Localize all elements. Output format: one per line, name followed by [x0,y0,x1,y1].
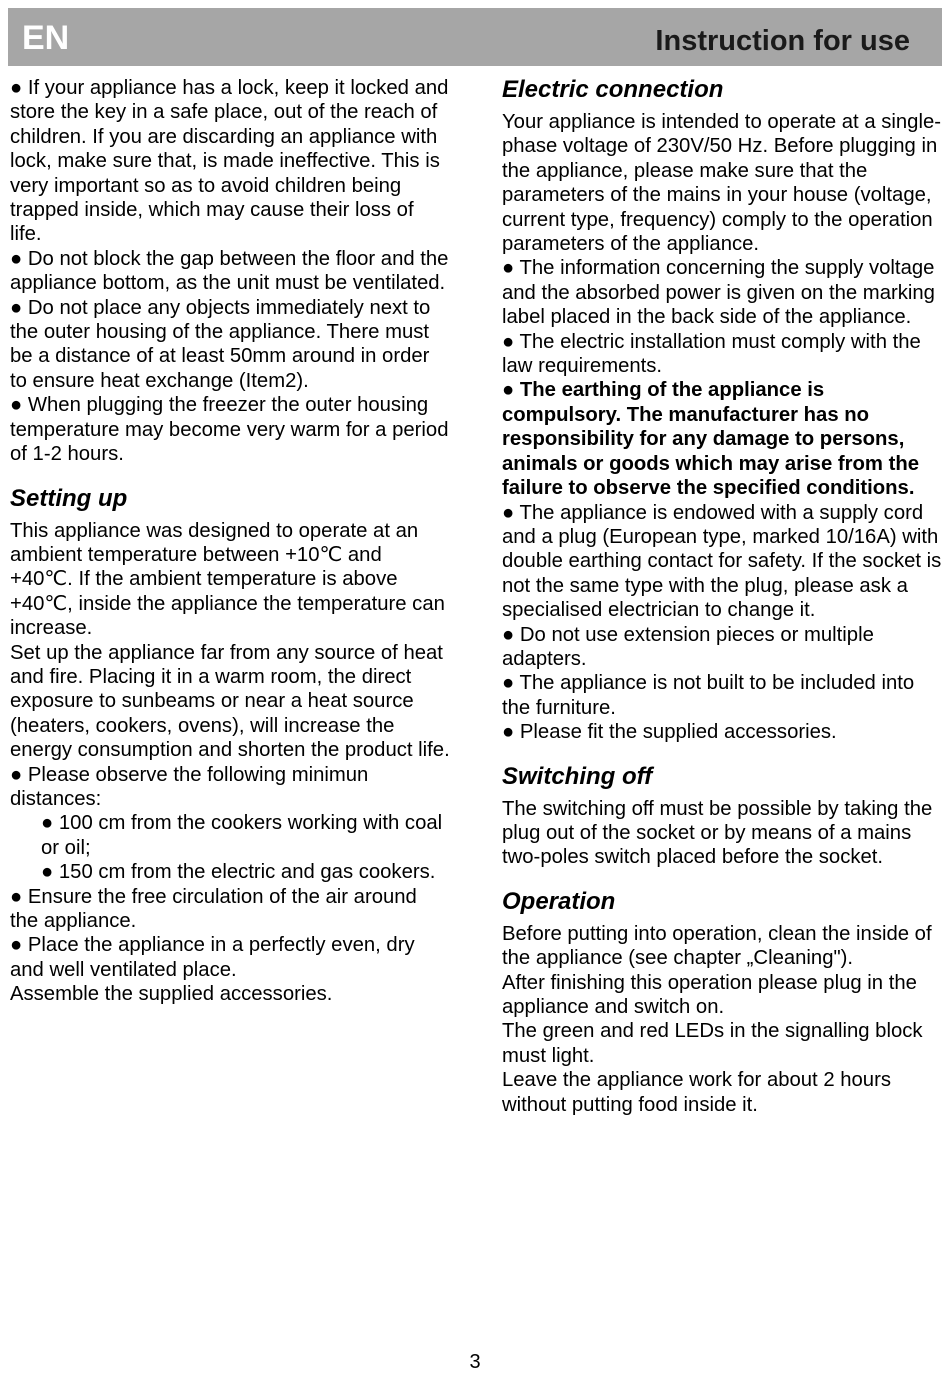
lock-warning-paragraph: ● If your appliance has a lock, keep it locked and store the key in a safe place, out of the reach of children. If you are discarding an appliance with lock, make sure that, is made ineffective. This is very important so as to avoid children being trapped inside, which may cause their loss of life. [10,77,449,246]
cleaning-paragraph: Before putting into operation, clean the inside of the appliance (see chapter „Cleaning"). [502,922,932,970]
two-hours-paragraph: Leave the appliance work for about 2 hours without putting food inside it. [502,1069,891,1116]
furniture-paragraph: ● The appliance is not built to be included into the furniture. [502,672,915,719]
marking-label-paragraph: ● The information concerning the supply voltage and the absorbed power is given on the marking label placed in the back side of the appliance. [502,257,935,329]
heat-source-paragraph: Set up the appliance far from any source of heat and fire. Placing it in a warm room, the direct exposure to sunbeams or near a heat source (heaters, cookers, ovens), will increase the energy consumption and shorten the product life. [10,641,450,762]
ambient-temperature-paragraph: This appliance was designed to operate at an ambient temperature between +10℃ and +40℃. If the ambient temperature is above +40℃, inside the appliance the temperature can increase. [10,519,445,640]
supply-cord-paragraph: ● The appliance is endowed with a supply cord and a plug (European type, marked 10/16A) with double earthing contact for safety. If the socket is not the same type with the plug, please ask a specialised electrician to change it. [502,501,942,622]
extension-pieces-paragraph: ● Do not use extension pieces or multiple adapters. [502,623,874,670]
page-number: 3 [469,1351,481,1373]
law-requirements-paragraph: ● The electric installation must comply with the law requirements. [502,330,921,378]
outer-housing-distance-paragraph: ● Do not place any objects immediately next to the outer housing of the appliance. There must be a distance of at least 50mm around in order to ensure heat exchange (Item2). [10,296,431,392]
gas-cookers-distance: ● 150 cm from the electric and gas cookers. [41,861,436,884]
voltage-paragraph: Your appliance is intended to operate at a single-phase voltage of 230V/50 Hz. Before plugging in the appliance, please make sure that the parameters of the mains in your house (voltage, current type, frequency) comply to the operation parameters of the appliance. [502,111,941,256]
housing-temperature-paragraph: ● When plugging the freezer the outer housing temperature may become very warm for a period of 1-2 hours. [10,394,449,466]
plug-in-paragraph: After finishing this operation please plug in the appliance and switch on. [502,971,917,1018]
electric-connection-heading: Electric connection [502,76,724,103]
air-circulation-paragraph: ● Ensure the free circulation of the air around the appliance. [10,885,417,932]
document-title: Instruction for use [655,25,910,57]
right-column [502,76,942,1117]
leds-paragraph: The green and red LEDs in the signalling block must light. [502,1020,923,1067]
floor-gap-paragraph: ● Do not block the gap between the floor and the appliance bottom, as the unit must be ventilated. [10,247,449,295]
left-column [10,76,450,1007]
page-header [8,8,942,66]
fit-accessories-paragraph: ● Please fit the supplied accessories. [502,721,837,744]
earthing-warning-paragraph: ● The earthing of the appliance is compulsory. The manufacturer has no responsibility for any damage to persons, animals or goods which may arise from the failure to observe the specified conditions. [502,379,920,500]
language-code: EN [22,19,70,57]
minimum-distances-paragraph: ● Please observe the following minimun distances: [10,763,369,810]
even-place-paragraph: ● Place the appliance in a perfectly even, dry and well ventilated place. [10,934,415,981]
switching-off-paragraph: The switching off must be possible by taking the plug out of the socket or by means of a mains two-poles switch placed before the socket. [502,797,933,869]
assemble-accessories-paragraph: Assemble the supplied accessories. [10,983,333,1006]
switching-off-heading: Switching off [502,762,653,790]
coal-cookers-distance: ● 100 cm from the cookers working with coal or oil; [41,812,443,859]
operation-heading: Operation [502,887,616,915]
setting-up-heading: Setting up [10,484,128,512]
